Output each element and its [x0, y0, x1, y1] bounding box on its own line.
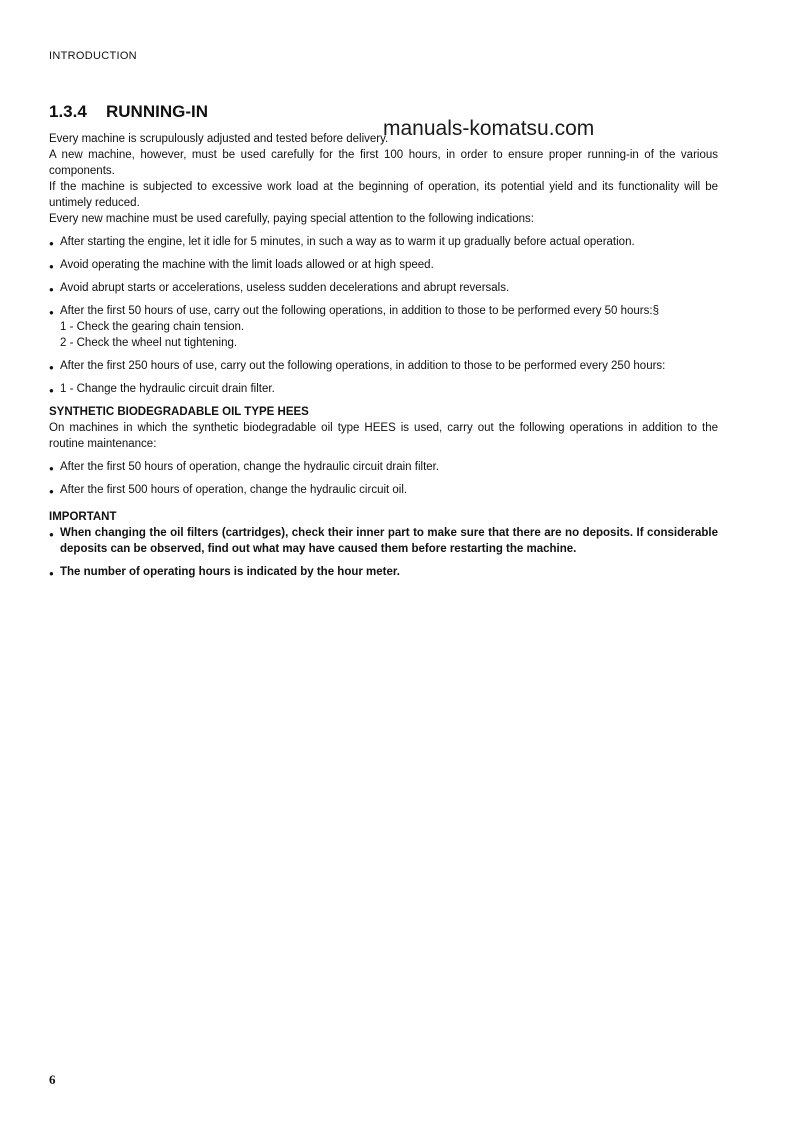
- important-item-oil-filters: ● When changing the oil filters (cartridges), check their inner part to make sure that there are no deposits. If considerable deposits can be observed, find out what may have caused them before restarting the machine.: [49, 525, 718, 557]
- watermark-text: manuals-komatsu.com: [383, 117, 595, 140]
- intro-paragraph-3: If the machine is subjected to excessive work load at the beginning of operation, its potential yield and its functionality will be untimely reduced.: [49, 181, 718, 209]
- important-heading: IMPORTANT: [49, 511, 117, 523]
- list-item-abrupt-starts: ● Avoid abrupt starts or accelerations, useless sudden decelerations and abrupt reversals.: [49, 280, 718, 296]
- important-item-hour-meter: ● The number of operating hours is indicated by the hour meter.: [49, 564, 718, 580]
- intro-paragraph-4: Every new machine must be used carefully, paying special attention to the following indications:: [49, 213, 534, 225]
- list-item-limit-loads: ● Avoid operating the machine with the limit loads allowed or at high speed.: [49, 257, 718, 273]
- intro-paragraph-1: Every machine is scrupulously adjusted and tested before delivery.: [49, 133, 389, 145]
- running-header: INTRODUCTION: [49, 50, 137, 62]
- page-number: 6: [49, 1072, 56, 1087]
- list-item-250-hours: ● After the first 250 hours of use, carry out the following operations, in addition to those to be performed every 250 hours:: [49, 358, 718, 374]
- section-number: 1.3.4: [49, 102, 87, 121]
- sub-item-gearing-chain: 1 - Check the gearing chain tension.: [60, 321, 245, 333]
- hees-item-50-hours: ● After the first 50 hours of operation, change the hydraulic circuit drain filter.: [49, 459, 718, 475]
- hees-heading: SYNTHETIC BIODEGRADABLE OIL TYPE HEES: [49, 406, 309, 418]
- section-title-text: RUNNING-IN: [106, 102, 208, 121]
- intro-paragraph-2: A new machine, however, must be used carefully for the first 100 hours, in order to ensure proper running-in of the various components.: [49, 149, 718, 177]
- hees-paragraph: On machines in which the synthetic biodegradable oil type HEES is used, carry out the following operations in addition to the routine maintenance:: [49, 422, 718, 450]
- list-item-drain-filter: ● 1 - Change the hydraulic circuit drain filter.: [49, 381, 718, 397]
- section-title: [49, 102, 208, 122]
- hees-item-500-hours: ● After the first 500 hours of operation, change the hydraulic circuit oil.: [49, 482, 718, 498]
- list-item-idle: ● After starting the engine, let it idle for 5 minutes, in such a way as to warm it up gradually before actual operation.: [49, 234, 718, 250]
- list-item-50-hours-text: After the first 50 hours of use, carry out the following operations, in addition to those to be performed every 50 hours:§: [60, 305, 659, 317]
- sub-item-wheel-nut: 2 - Check the wheel nut tightening.: [60, 337, 238, 349]
- list-item-50-hours: [49, 303, 718, 351]
- page-content: [49, 131, 718, 580]
